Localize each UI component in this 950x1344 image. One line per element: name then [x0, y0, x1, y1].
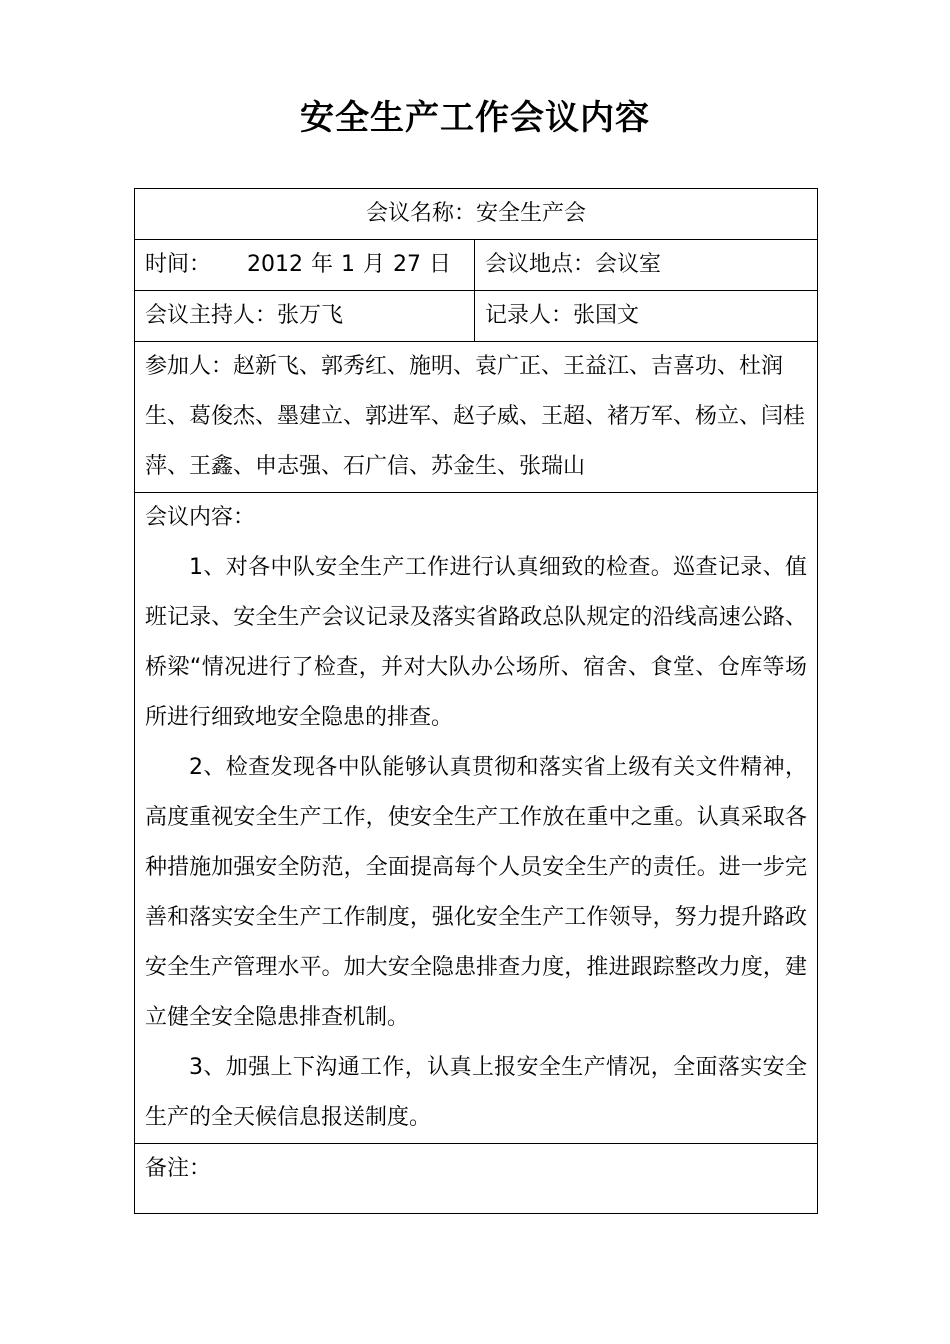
time-label: 时间：: [145, 252, 212, 277]
notes-cell: [135, 1144, 818, 1214]
recorder-value: 张国文: [573, 303, 640, 328]
content-label: 会议内容：: [145, 505, 256, 530]
content-item: 2、检查发现各中队能够认真贯彻和落实省上级有关文件精神，高度重视安全生产工作，使安全生产工作放在重中之重。认真采取各种措施加强安全防范，全面提高每个人员安全生产的责任。进一步完善和落实安全生产工作制度，强化安全生产工作领导，努力提升路政安全生产管理水平。加大安全隐患排查力度，推进跟踪整改力度，建立健全安全隐患排查机制。: [145, 755, 807, 1030]
attendees-row: [135, 342, 818, 493]
attendees-label: 参加人：: [145, 354, 234, 379]
content-item: 3、加强上下沟通工作，认真上报安全生产情况，全面落实安全生产的全天候信息报送制度。: [145, 1055, 807, 1130]
meeting-name-row: [135, 189, 818, 240]
time-month: 1: [341, 252, 356, 277]
attendees-cell: [135, 342, 818, 493]
time-day: 27: [393, 252, 422, 277]
meeting-time-row: [135, 240, 818, 291]
meeting-name-label: 会议名称：: [365, 201, 476, 226]
content-item: 1、对各中队安全生产工作进行认真细致的检查。巡查记录、值班记录、安全生产会议记录及落实省路政总队规定的沿线高速公路、桥梁“情况进行了检查，并对大队办公场所、宿舍、食堂、仓库等场所进行细致地安全隐患的排查。: [145, 555, 807, 730]
meeting-name-cell: [135, 189, 818, 240]
meeting-minutes-table: [134, 188, 818, 1214]
location-value: 会议室: [595, 252, 662, 277]
meeting-location-cell: [475, 240, 818, 291]
meeting-host-row: [135, 291, 818, 342]
content-row: [135, 493, 818, 1144]
recorder-label: 记录人：: [485, 303, 574, 328]
host-value: 张万飞: [277, 303, 344, 328]
meeting-time-cell: [135, 240, 475, 291]
location-label: 会议地点：: [485, 252, 596, 277]
host-label: 会议主持人：: [145, 303, 278, 328]
content-cell: [135, 493, 818, 1144]
notes-row: [135, 1144, 818, 1214]
attendees-value: 赵新飞、郭秀红、施明、袁广正、王益江、吉喜功、杜润生、葛俊杰、墨建立、郭进军、赵子威、王超、褚万军、杨立、闫桂萍、王鑫、申志强、石广信、苏金生、张瑞山: [145, 354, 806, 479]
meeting-name-value: 安全生产会: [476, 201, 587, 226]
time-year-unit: 年: [311, 252, 334, 277]
meeting-host-cell: [135, 291, 475, 342]
meeting-recorder-cell: [475, 291, 818, 342]
document-title: 安全生产工作会议内容: [300, 98, 650, 138]
notes-label: 备注：: [145, 1156, 212, 1181]
time-day-unit: 日: [429, 252, 452, 277]
time-month-unit: 月: [363, 252, 386, 277]
time-year: 2012: [247, 252, 304, 277]
